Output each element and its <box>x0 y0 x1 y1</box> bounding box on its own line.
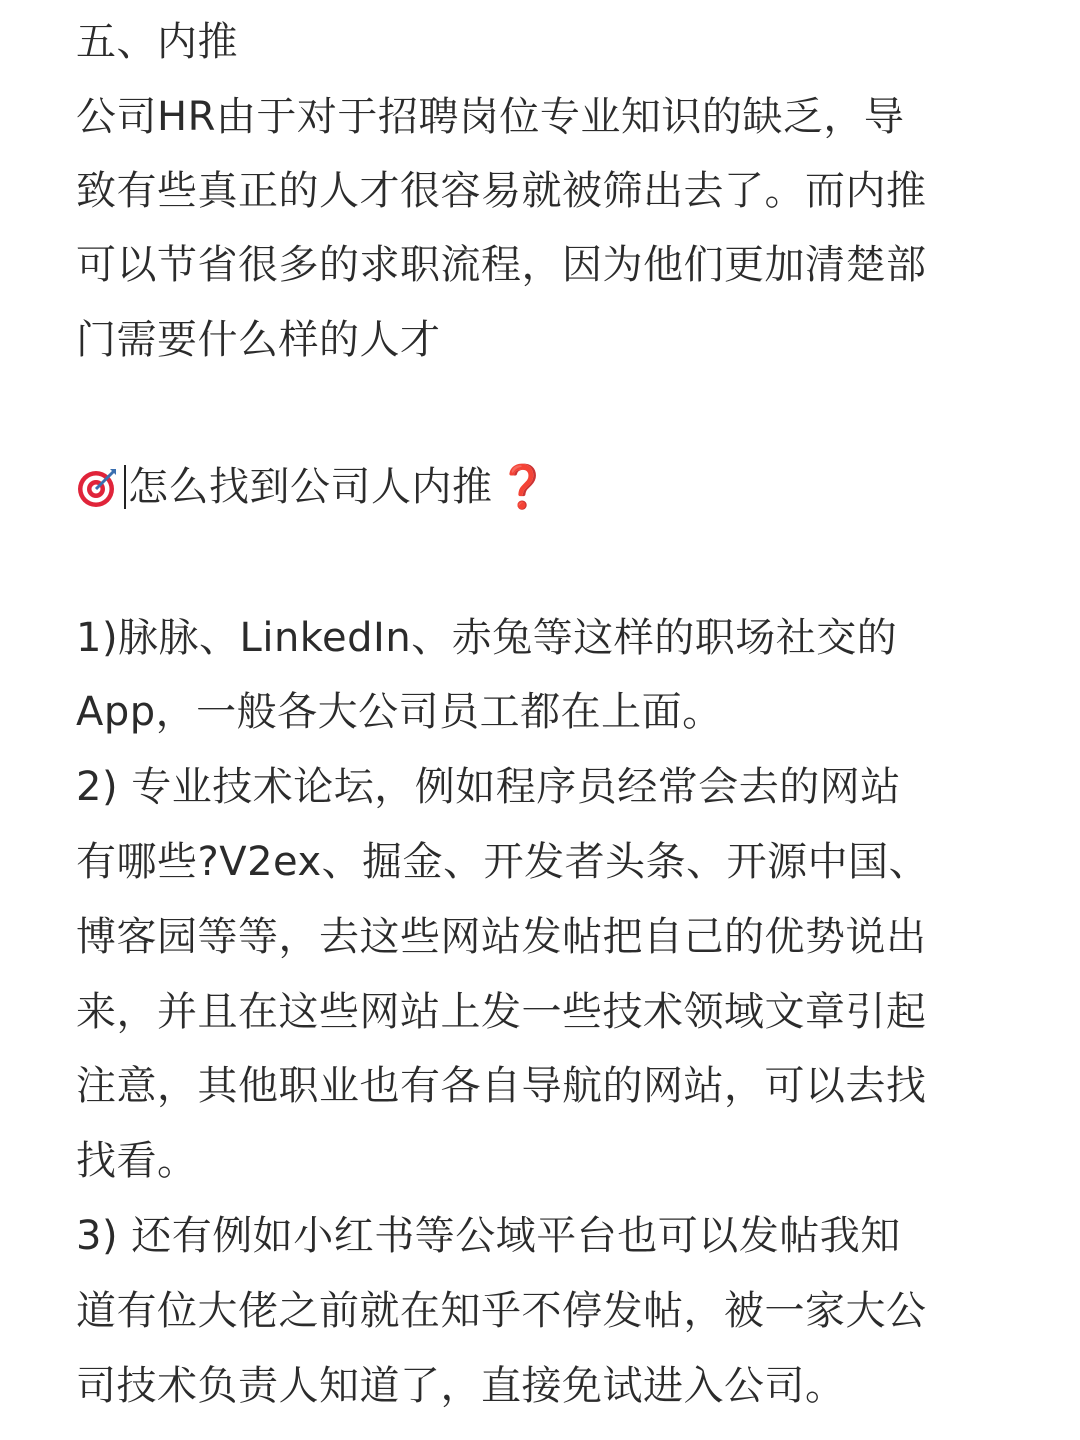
paragraph-line: 致有些真正的人才很容易就被筛出去了。而内推 <box>76 168 927 214</box>
subheading <box>76 462 550 511</box>
text-cursor <box>124 465 126 509</box>
list-line: 找看。 <box>76 1138 198 1184</box>
list-line: 1)脉脉、LinkedIn、赤兔等这样的职场社交的 <box>76 615 898 661</box>
list-line: 3) 还有例如小红书等公域平台也可以发帖我知 <box>76 1213 901 1259</box>
list-line: App，一般各大公司员工都在上面。 <box>76 689 723 735</box>
list-line: 注意，其他职业也有各自导航的网站，可以去找 <box>76 1063 927 1109</box>
list-line: 司技术负责人知道了，直接免试进入公司。 <box>76 1363 846 1409</box>
paragraph-line: 门需要什么样的人才 <box>76 317 441 363</box>
list-line: 来，并且在这些网站上发一些技术领域文章引起 <box>76 989 927 1035</box>
red-question-mark-icon: ❓ <box>496 462 550 511</box>
list-line: 博客园等等，去这些网站发帖把自己的优势说出 <box>76 914 927 960</box>
target-icon <box>76 466 118 508</box>
list-line: 有哪些?V2ex、掘金、开发者头条、开源中国、 <box>76 839 930 885</box>
paragraph-line: 可以节省很多的求职流程，因为他们更加清楚部 <box>76 242 927 288</box>
list-line: 道有位大佬之前就在知乎不停发帖，被一家大公 <box>76 1288 927 1334</box>
section-heading: 五、内推 <box>76 19 238 65</box>
list-line: 2) 专业技术论坛，例如程序员经常会去的网站 <box>76 764 901 810</box>
subheading-text: 怎么找到公司人内推 <box>128 464 493 510</box>
paragraph-line: 公司HR由于对于招聘岗位专业知识的缺乏，导 <box>76 94 905 140</box>
